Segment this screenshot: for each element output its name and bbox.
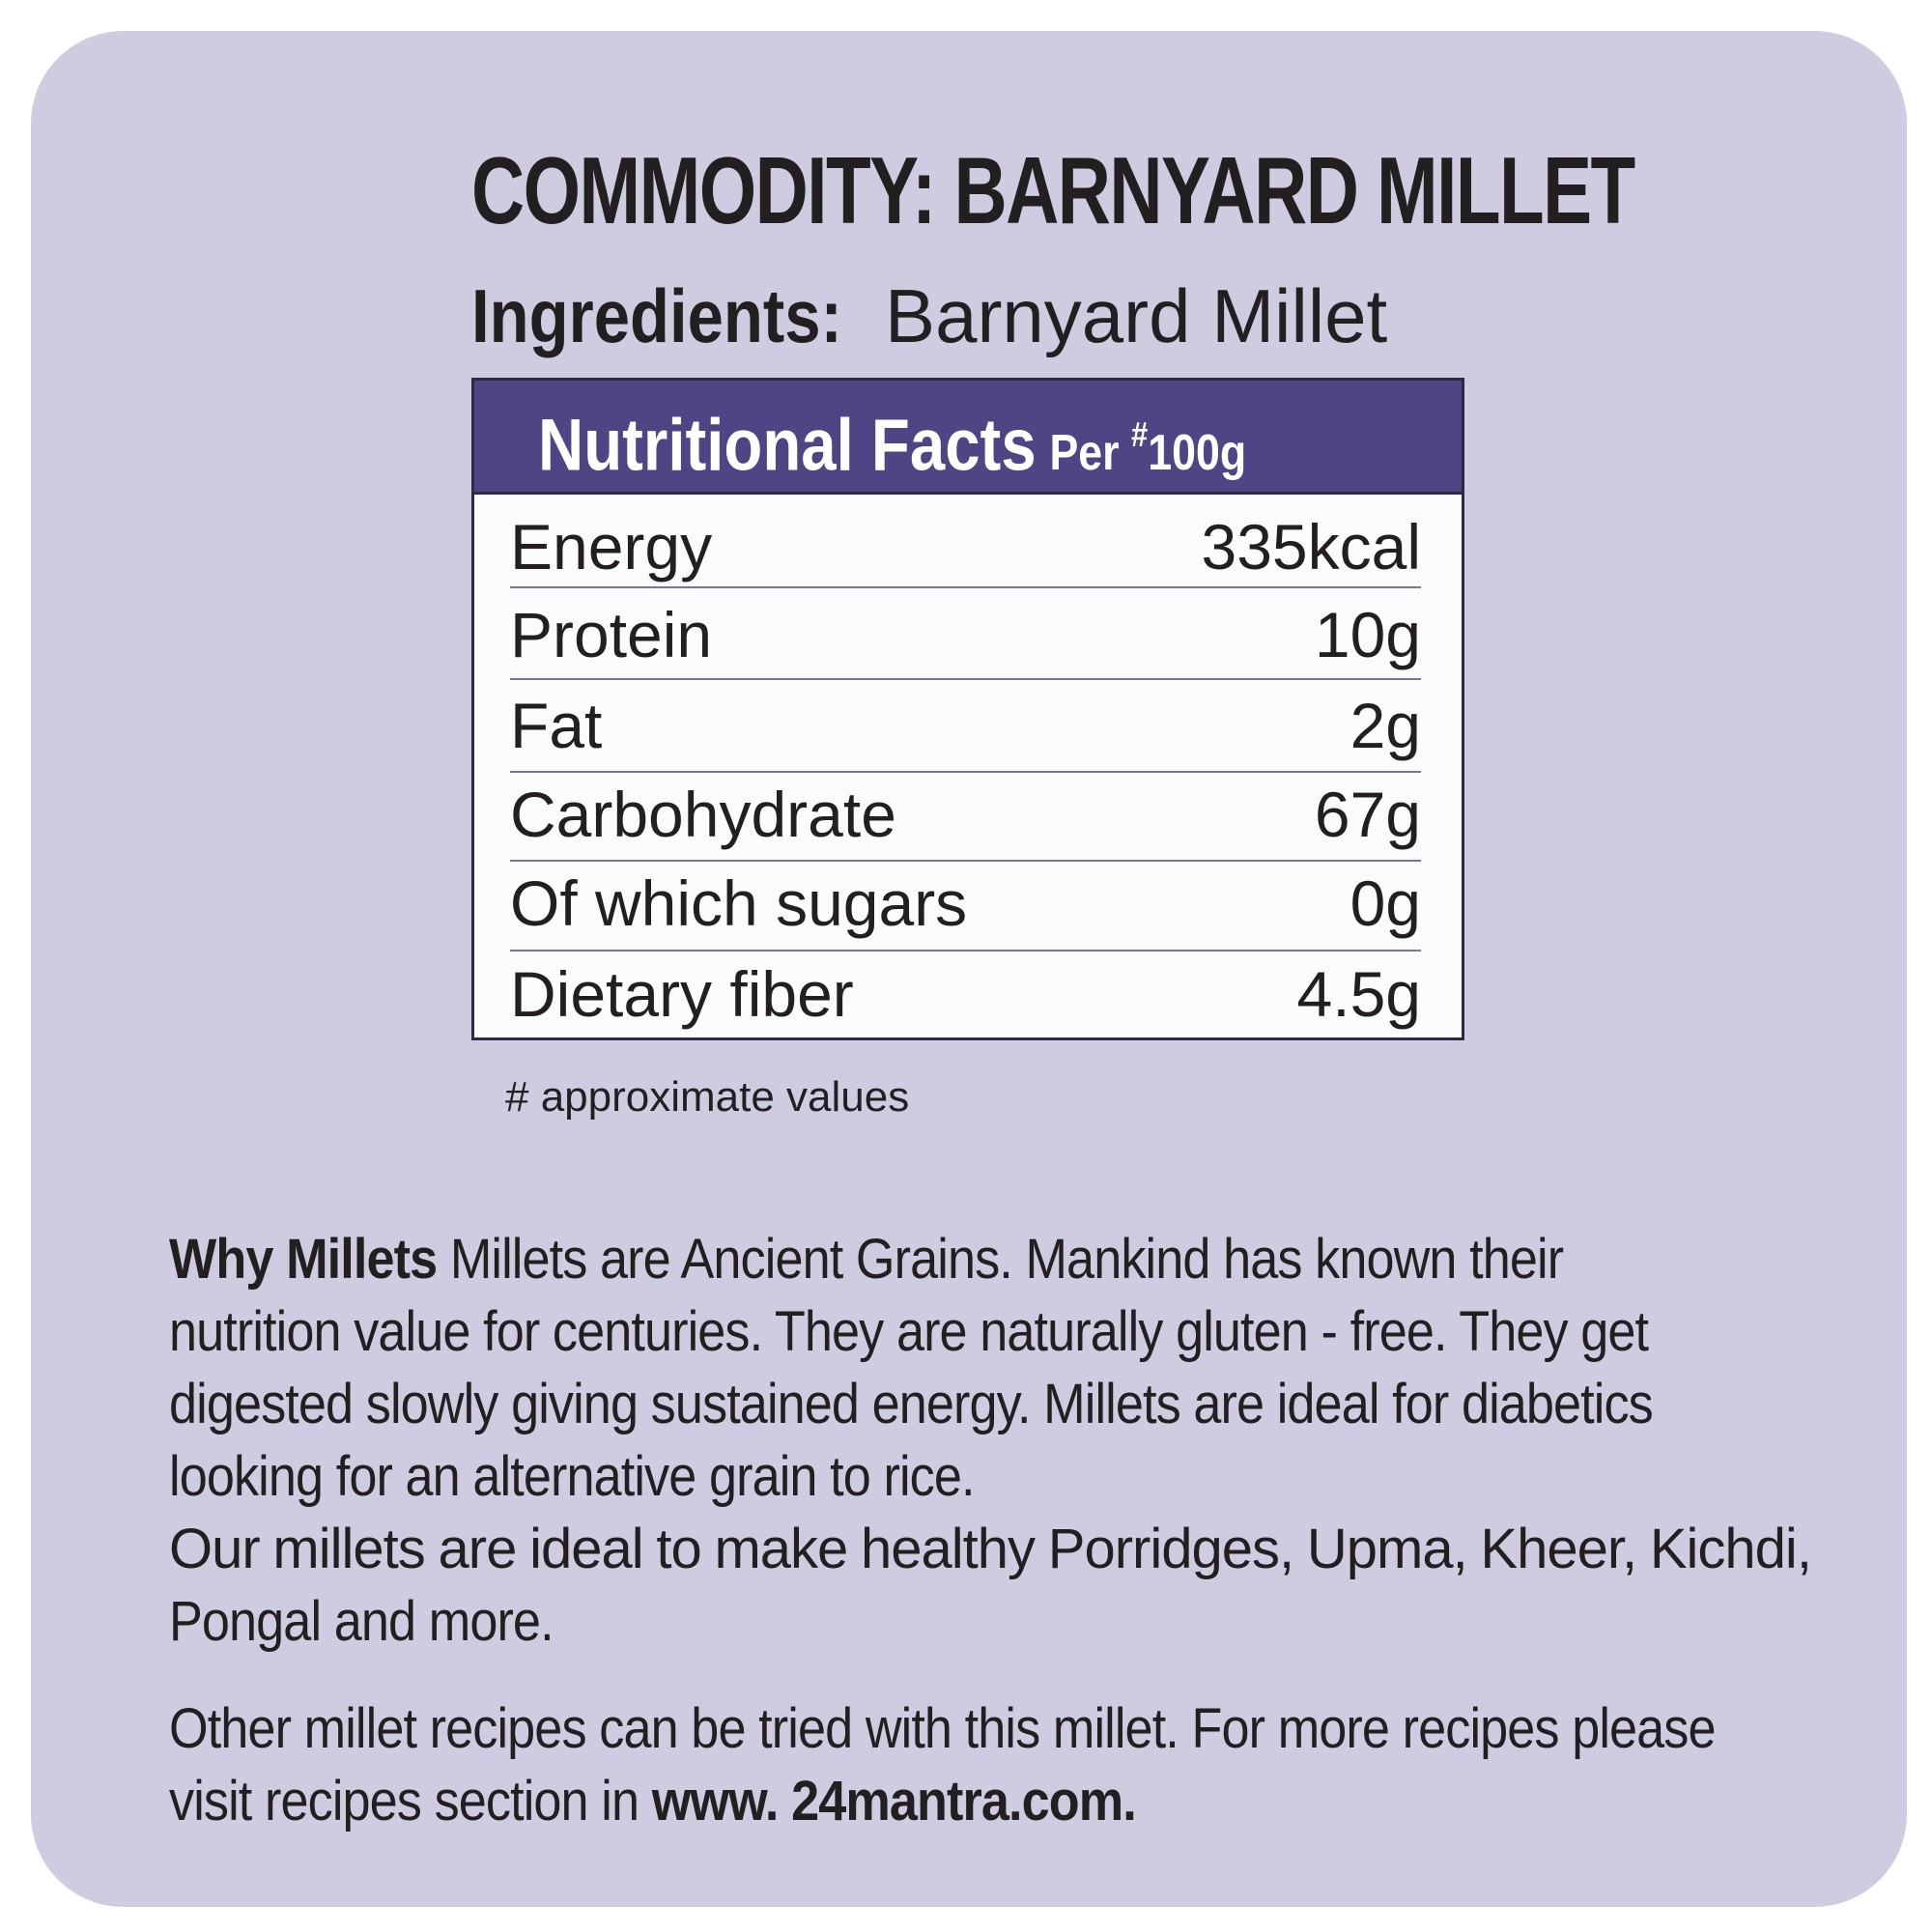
commodity-heading — [471, 137, 1634, 243]
word: Kheer, — [1480, 1518, 1637, 1580]
nutrition-row-energy — [510, 503, 1421, 590]
recipes-line-2 — [169, 1765, 1647, 1837]
why-line-3: digested slowly giving sustained energy. Millets are ideal for diabetics — [169, 1373, 1653, 1435]
recipes-paragraph — [169, 1692, 1811, 1837]
per-text: Per — [1049, 425, 1120, 482]
row-divider — [510, 586, 1421, 588]
why-line-1-text: Millets are Ancient Grains. Mankind has known their — [437, 1228, 1564, 1291]
word: to — [656, 1518, 701, 1580]
nutrition-row-carbohydrate — [510, 771, 1421, 858]
word: make — [714, 1518, 848, 1580]
word: Our — [169, 1518, 260, 1580]
nutrient-value: 2g — [1350, 690, 1421, 761]
why-millets-heading: Why Millets — [169, 1228, 438, 1291]
ingredients-line — [471, 272, 1387, 359]
why-line-4: looking for an alternative grain to rice. — [169, 1445, 975, 1508]
nutrition-row-dietary-fiber — [510, 951, 1421, 1037]
nutrient-name: Energy — [510, 511, 713, 582]
nutrient-name: Of which sugars — [510, 867, 968, 939]
nutrition-row-fat — [510, 682, 1421, 769]
nutrient-value: 4.5g — [1296, 958, 1421, 1030]
recipes-line-1: Other millet recipes can be tried with this millet. For more recipes please — [169, 1697, 1716, 1760]
serving-unit: 100g — [1148, 425, 1247, 482]
nutrient-value: 0g — [1350, 867, 1421, 939]
per-serving-label — [1049, 414, 1247, 482]
row-divider — [510, 678, 1421, 680]
nutrient-value: 67g — [1314, 779, 1421, 850]
nutrition-row-sugars — [510, 860, 1421, 947]
nutrient-name: Dietary fiber — [510, 958, 854, 1030]
ingredients-label: Ingredients: — [471, 273, 842, 358]
word: ideal — [529, 1518, 643, 1580]
ingredients-value: Barnyard Millet — [885, 273, 1388, 358]
approximate-values-footnote: # approximate values — [505, 1073, 910, 1121]
word: Porridges, — [1047, 1518, 1294, 1580]
nutrition-facts-title — [538, 400, 1246, 494]
website-link[interactable]: www. 24mantra.com. — [651, 1770, 1136, 1833]
word: Upma, — [1306, 1518, 1467, 1580]
nutrient-name: Fat — [510, 690, 603, 761]
word: healthy — [861, 1518, 1036, 1580]
nutrient-name: Carbohydrate — [510, 779, 896, 850]
nutrient-name: Protein — [510, 599, 713, 670]
why-line-6: Pongal and more. — [169, 1590, 554, 1653]
word: Kichdi, — [1649, 1518, 1811, 1580]
recipes-line-2-text: visit recipes section in — [169, 1770, 652, 1833]
nutrient-value: 10g — [1314, 599, 1421, 670]
nutrition-row-protein — [510, 591, 1421, 678]
commodity-label: COMMODITY: — [471, 137, 935, 243]
why-millets-paragraph — [169, 1223, 1811, 1658]
word: are — [438, 1518, 517, 1580]
hash-mark: # — [1130, 414, 1149, 454]
why-line-2: nutrition value for centuries. They are naturally gluten - free. They get — [169, 1300, 1649, 1363]
nutrition-facts-table — [471, 378, 1464, 1040]
nutrition-facts-header — [474, 381, 1462, 495]
nutrition-title-text: Nutritional Facts — [538, 404, 1037, 487]
why-line-5 — [169, 1513, 1811, 1585]
nutrient-value: 335kcal — [1201, 511, 1421, 582]
word: millets — [272, 1518, 425, 1580]
commodity-value: BARNYARD MILLET — [953, 137, 1634, 243]
why-line-1 — [169, 1223, 1647, 1295]
